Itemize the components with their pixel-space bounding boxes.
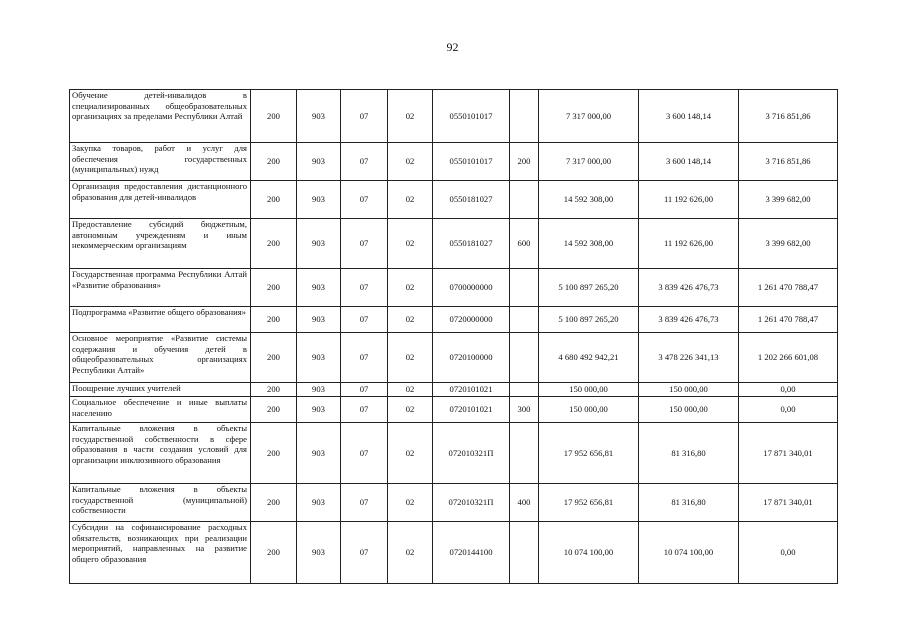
table-row <box>70 143 838 181</box>
expense-type-cell <box>510 383 539 397</box>
amount-2-cell: 81 316,80 <box>639 484 739 522</box>
column-200-cell: 200 <box>251 397 297 423</box>
expense-type-cell <box>510 307 539 333</box>
amount-3-cell: 3 716 851,86 <box>739 90 838 143</box>
target-article-cell: 0720101021 <box>433 397 510 423</box>
expense-type-cell <box>510 269 539 307</box>
subsection-cell: 02 <box>388 307 433 333</box>
amount-2-cell: 3 839 426 476,73 <box>639 269 739 307</box>
row-name-cell: Государственная программа Республики Алтай «Развитие образования» <box>70 269 251 307</box>
row-name-cell: Поощрение лучших учителей <box>70 383 251 397</box>
amount-1-cell: 7 317 000,00 <box>539 143 639 181</box>
amount-3-cell: 0,00 <box>739 383 838 397</box>
subsection-cell: 02 <box>388 219 433 269</box>
table-row <box>70 423 838 484</box>
amount-2-cell: 150 000,00 <box>639 397 739 423</box>
subsection-cell: 02 <box>388 90 433 143</box>
table-body <box>70 90 838 584</box>
subsection-cell: 02 <box>388 269 433 307</box>
expense-type-cell: 200 <box>510 143 539 181</box>
column-200-cell: 200 <box>251 181 297 219</box>
ministry-code-cell: 903 <box>297 383 341 397</box>
amount-3-cell: 1 261 470 788,47 <box>739 307 838 333</box>
amount-1-cell: 150 000,00 <box>539 397 639 423</box>
expense-type-cell <box>510 423 539 484</box>
amount-3-cell: 1 202 266 601,08 <box>739 333 838 383</box>
table-row <box>70 181 838 219</box>
amount-3-cell: 17 871 340,01 <box>739 484 838 522</box>
row-name-cell: Социальное обеспечение и иные выплаты населению <box>70 397 251 423</box>
column-200-cell: 200 <box>251 219 297 269</box>
target-article-cell: 0550181027 <box>433 219 510 269</box>
amount-2-cell: 81 316,80 <box>639 423 739 484</box>
amount-2-cell: 3 478 226 341,13 <box>639 333 739 383</box>
column-200-cell: 200 <box>251 307 297 333</box>
ministry-code-cell: 903 <box>297 307 341 333</box>
ministry-code-cell: 903 <box>297 397 341 423</box>
target-article-cell: 0720100000 <box>433 333 510 383</box>
column-200-cell: 200 <box>251 522 297 584</box>
amount-2-cell: 10 074 100,00 <box>639 522 739 584</box>
column-200-cell: 200 <box>251 269 297 307</box>
ministry-code-cell: 903 <box>297 423 341 484</box>
target-article-cell: 0550101017 <box>433 90 510 143</box>
row-name-cell: Подпрограмма «Развитие общего образования» <box>70 307 251 333</box>
ministry-code-cell: 903 <box>297 269 341 307</box>
row-name-cell: Закупка товаров, работ и услуг для обеспечения государственных (муниципальных) нужд <box>70 143 251 181</box>
ministry-code-cell: 903 <box>297 181 341 219</box>
target-article-cell: 0550101017 <box>433 143 510 181</box>
ministry-code-cell: 903 <box>297 143 341 181</box>
column-200-cell: 200 <box>251 143 297 181</box>
table-row <box>70 269 838 307</box>
column-200-cell: 200 <box>251 383 297 397</box>
column-200-cell: 200 <box>251 90 297 143</box>
target-article-cell: 072010321П <box>433 423 510 484</box>
column-200-cell: 200 <box>251 423 297 484</box>
amount-3-cell: 17 871 340,01 <box>739 423 838 484</box>
table-row <box>70 219 838 269</box>
section-cell: 07 <box>341 143 388 181</box>
amount-1-cell: 4 680 492 942,21 <box>539 333 639 383</box>
row-name-cell: Обучение детей-инвалидов в специализированных общеобразовательных организациях за пределами Республики Алтай <box>70 90 251 143</box>
budget-table <box>69 89 838 584</box>
expense-type-cell <box>510 90 539 143</box>
expense-type-cell: 400 <box>510 484 539 522</box>
table-row <box>70 307 838 333</box>
amount-1-cell: 7 317 000,00 <box>539 90 639 143</box>
amount-1-cell: 5 100 897 265,20 <box>539 307 639 333</box>
target-article-cell: 0720000000 <box>433 307 510 333</box>
subsection-cell: 02 <box>388 484 433 522</box>
subsection-cell: 02 <box>388 383 433 397</box>
row-name-cell: Организация предоставления дистанционного образования для детей-инвалидов <box>70 181 251 219</box>
amount-2-cell: 3 600 148,14 <box>639 90 739 143</box>
amount-2-cell: 11 192 626,00 <box>639 219 739 269</box>
row-name-cell: Основное мероприятие «Развитие системы содержания и обучения детей в общеобразовательных организациях Республики Алтай» <box>70 333 251 383</box>
amount-1-cell: 17 952 656,81 <box>539 484 639 522</box>
section-cell: 07 <box>341 397 388 423</box>
amount-3-cell: 1 261 470 788,47 <box>739 269 838 307</box>
subsection-cell: 02 <box>388 333 433 383</box>
target-article-cell: 072010321П <box>433 484 510 522</box>
section-cell: 07 <box>341 423 388 484</box>
amount-2-cell: 3 600 148,14 <box>639 143 739 181</box>
expense-type-cell: 300 <box>510 397 539 423</box>
amount-1-cell: 10 074 100,00 <box>539 522 639 584</box>
page-number: 92 <box>446 40 459 54</box>
table-row <box>70 484 838 522</box>
amount-3-cell: 3 399 682,00 <box>739 181 838 219</box>
column-200-cell: 200 <box>251 484 297 522</box>
subsection-cell: 02 <box>388 181 433 219</box>
section-cell: 07 <box>341 181 388 219</box>
subsection-cell: 02 <box>388 397 433 423</box>
amount-2-cell: 11 192 626,00 <box>639 181 739 219</box>
amount-1-cell: 17 952 656,81 <box>539 423 639 484</box>
ministry-code-cell: 903 <box>297 522 341 584</box>
table-row <box>70 397 838 423</box>
row-name-cell: Капитальные вложения в объекты государственной собственности в сфере образования в части создания условий для организации инклюзивного образования <box>70 423 251 484</box>
ministry-code-cell: 903 <box>297 90 341 143</box>
ministry-code-cell: 903 <box>297 484 341 522</box>
expense-type-cell <box>510 181 539 219</box>
amount-1-cell: 14 592 308,00 <box>539 219 639 269</box>
amount-3-cell: 0,00 <box>739 397 838 423</box>
section-cell: 07 <box>341 522 388 584</box>
amount-3-cell: 3 716 851,86 <box>739 143 838 181</box>
amount-2-cell: 3 839 426 476,73 <box>639 307 739 333</box>
target-article-cell: 0720101021 <box>433 383 510 397</box>
table-row <box>70 383 838 397</box>
section-cell: 07 <box>341 484 388 522</box>
target-article-cell: 0550181027 <box>433 181 510 219</box>
target-article-cell: 0720144100 <box>433 522 510 584</box>
amount-1-cell: 150 000,00 <box>539 383 639 397</box>
row-name-cell: Капитальные вложения в объекты государственной (муниципальной) собственности <box>70 484 251 522</box>
expense-type-cell <box>510 522 539 584</box>
column-200-cell: 200 <box>251 333 297 383</box>
amount-3-cell: 0,00 <box>739 522 838 584</box>
section-cell: 07 <box>341 269 388 307</box>
row-name-cell: Субсидии на софинансирование расходных обязательств, возникающих при реализации мероприятий, направленных на развитие общего образования <box>70 522 251 584</box>
expense-type-cell: 600 <box>510 219 539 269</box>
ministry-code-cell: 903 <box>297 219 341 269</box>
table-row <box>70 522 838 584</box>
ministry-code-cell: 903 <box>297 333 341 383</box>
amount-3-cell: 3 399 682,00 <box>739 219 838 269</box>
expense-type-cell <box>510 333 539 383</box>
amount-1-cell: 5 100 897 265,20 <box>539 269 639 307</box>
section-cell: 07 <box>341 383 388 397</box>
subsection-cell: 02 <box>388 522 433 584</box>
section-cell: 07 <box>341 307 388 333</box>
subsection-cell: 02 <box>388 423 433 484</box>
amount-1-cell: 14 592 308,00 <box>539 181 639 219</box>
table-row <box>70 90 838 143</box>
section-cell: 07 <box>341 219 388 269</box>
amount-2-cell: 150 000,00 <box>639 383 739 397</box>
row-name-cell: Предоставление субсидий бюджетным, автономным учреждениям и иным некоммерческим организациям <box>70 219 251 269</box>
target-article-cell: 0700000000 <box>433 269 510 307</box>
section-cell: 07 <box>341 90 388 143</box>
subsection-cell: 02 <box>388 143 433 181</box>
section-cell: 07 <box>341 333 388 383</box>
table-row <box>70 333 838 383</box>
